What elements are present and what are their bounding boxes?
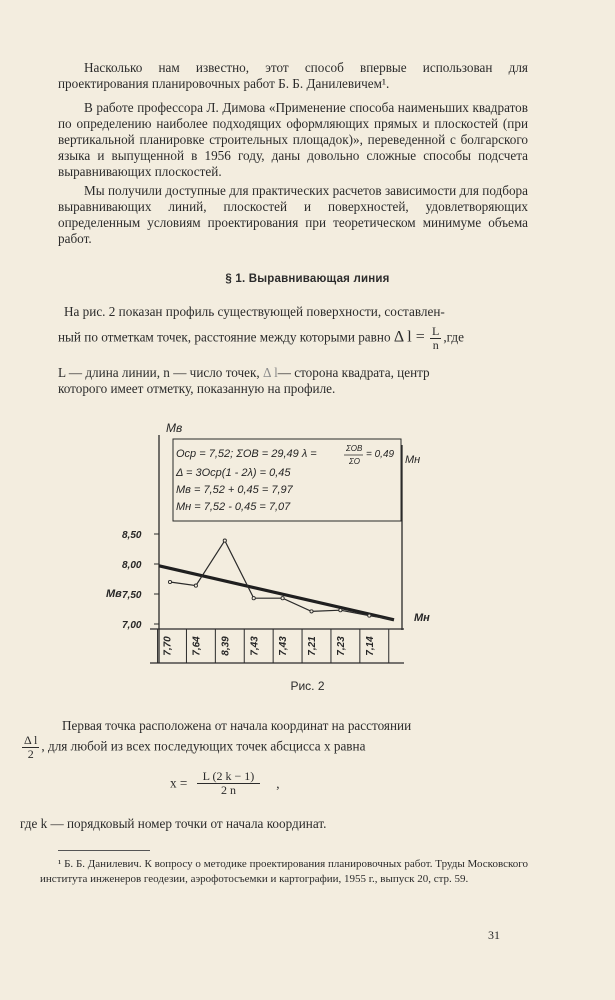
profile-point — [368, 614, 371, 617]
profile-series-line — [170, 541, 394, 620]
footnote-rule — [58, 850, 150, 851]
mv-label: Мв — [106, 588, 122, 600]
y-tick-label: 8,00 — [122, 560, 142, 571]
y-tick-label: 8,50 — [122, 530, 142, 541]
profile-point — [339, 609, 342, 612]
x-tick-label: 8,39 — [220, 636, 232, 656]
y-tick-label: 7,50 — [122, 590, 142, 601]
profile-point — [281, 597, 284, 600]
formula-line-3: Мв = 7,52 + 0,45 = 7,97 — [176, 484, 293, 496]
formula-tail: , — [276, 775, 280, 791]
profile-point — [310, 610, 313, 613]
figure-caption: Рис. 2 — [290, 679, 325, 693]
x-tick-label: 7,70 — [162, 636, 174, 656]
after-line-3: где k — порядковый номер точки от начала координат. — [20, 816, 327, 831]
fraction-denominator: n — [432, 338, 439, 352]
intro-line-1: На рис. 2 показан профиль существующей поверхности, составлен- — [64, 304, 445, 319]
profile-point — [223, 539, 226, 542]
formula-fraction — [197, 770, 261, 797]
intro-line-3-text: L — длина линии, n — число точек, — [58, 365, 264, 380]
after-line-2-text: , для любой из всех последующих точек абсцисса x равна — [41, 738, 366, 754]
lambda-numerator: ΣОВ — [346, 444, 363, 453]
footnote: ¹ Б. Б. Данилевич. К вопросу о методике проектирования планировочных работ. Труды Московского института инженеров геодезии, аэрофотосъемки и картографии, 1955 г., выпуск 20, стр. 59. — [40, 858, 528, 885]
paragraph-2: В работе профессора Л. Димова «Применение способа наименьших квадратов по определению наиболее подходящих оформляющих прямых и плоскостей (при вертикальной планировке строительных площадок)», переведенной с болгарского языка и выпущенной в 1956 году, даны довольно сложные способы подсчета выравнивающих плоскостей. — [58, 100, 528, 179]
after-line-1: Первая точка расположена от начала координат на расстоянии — [62, 718, 412, 733]
design-line — [159, 566, 394, 620]
formula-line-4: Мн = 7,52 - 0,45 = 7,07 — [176, 501, 291, 513]
x-tick-label: 7,23 — [336, 636, 348, 656]
formula-numerator: L (2 k − 1) — [197, 770, 261, 784]
formula-lhs: x = — [170, 775, 188, 791]
x-tick-label: 7,21 — [307, 636, 319, 656]
profile-point — [168, 580, 171, 583]
intro-line-4: которого имеет отметку, показанную на профиле. — [58, 381, 336, 396]
formula-line-2: Δ = 3Оср(1 - 2λ) = 0,45 — [176, 467, 291, 479]
lambda-value: = 0,49 — [366, 449, 395, 460]
y-tick-label: 7,00 — [122, 620, 142, 631]
after-line-2 — [20, 734, 540, 761]
fraction-numerator: L — [432, 324, 440, 338]
intro-line-2-tail: ,где — [443, 329, 464, 345]
l-over-n-fraction — [430, 325, 441, 352]
formula-line-1: Оср = 7,52; ΣОВ = 29,49 λ = — [176, 448, 317, 460]
intro-line-3 — [58, 365, 538, 381]
fraction-numerator: Δ l — [24, 733, 38, 747]
x-formula — [170, 770, 370, 797]
x-tick-label: 7,43 — [249, 636, 261, 656]
lambda-denominator: ΣО — [349, 457, 361, 466]
paragraph-3: Мы получили доступные для практических расчетов зависимости для подбора выравнивающих линий, плоскостей и поверхностей, удовлетворяющих определенным условиям проектирования при теоретическом минимуме объема работ. — [58, 183, 528, 246]
top-right-label: Мн — [405, 454, 421, 466]
page-number: 31 — [488, 928, 500, 942]
profile-point — [252, 597, 255, 600]
paragraph-1: Насколько нам известно, этот способ впервые использован для проектирования планировочных работ Б. Б. Данилевичем¹. — [58, 60, 528, 91]
intro-line-3-tail: — сторона квадрата, центр — [277, 365, 430, 380]
profile-point — [194, 584, 197, 587]
section-heading: § 1. Выравнивающая линия — [225, 273, 390, 285]
x-tick-label: 7,43 — [278, 636, 290, 656]
profile-figure — [0, 405, 615, 705]
intro-line-2-text: ный по отметкам точек, расстояние между которыми равно — [58, 329, 394, 345]
delta-l-symbol: Δ l = — [393, 328, 425, 346]
delta-l-over-2-fraction — [22, 734, 39, 761]
intro-line-2 — [58, 325, 538, 352]
mn-label: Мн — [414, 612, 430, 624]
x-tick-label: 7,14 — [364, 636, 376, 656]
y-axis-label: Мв — [166, 421, 183, 435]
delta-l-faint: Δ l — [263, 365, 278, 380]
fraction-denominator: 2 — [27, 747, 34, 761]
x-tick-label: 7,64 — [191, 636, 203, 656]
formula-denominator: 2 n — [220, 783, 236, 797]
